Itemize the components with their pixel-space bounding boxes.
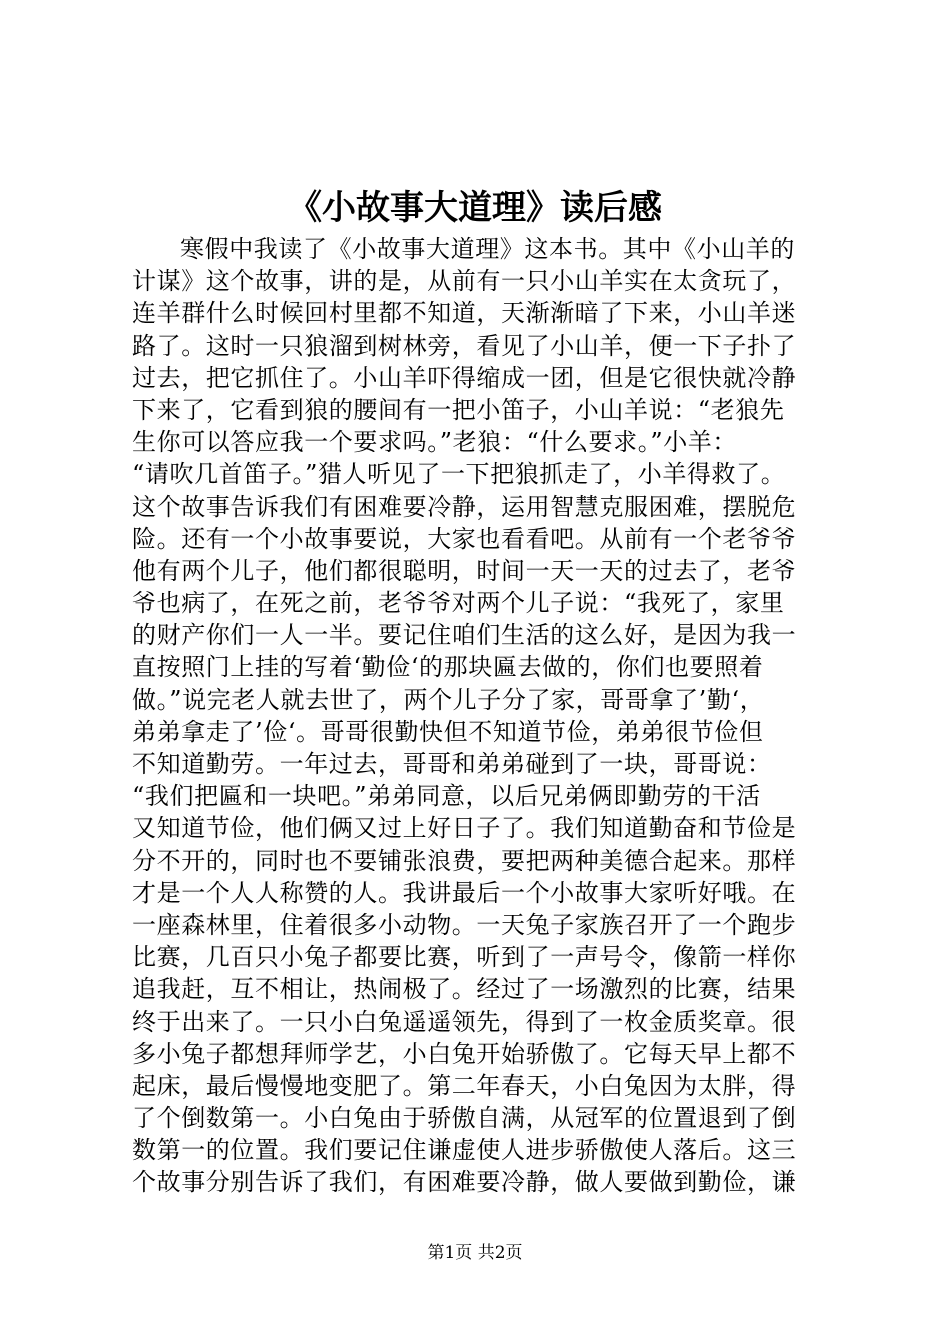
body-line: 弟弟拿走了’俭‘。哥哥很勤快但不知道节俭，弟弟很节俭但	[132, 717, 764, 746]
body-line: 过去，把它抓住了。小山羊吓得缩成一团，但是它很快就冷静	[132, 363, 797, 392]
body-line: “请吹几首笛子。”猎人听见了一下把狼抓走了，小羊得救了。	[132, 460, 786, 489]
body-line: 险。还有一个小故事要说，大家也看看吧。从前有一个老爷爷	[132, 524, 797, 553]
body-line: 他有两个儿子，他们都很聪明，时间一天一天的过去了，老爷	[132, 556, 797, 585]
body-text	[132, 233, 832, 1199]
body-line: 这个故事告诉我们有困难要冷静，运用智慧克服困难，摆脱危	[132, 492, 797, 521]
body-line: 下来了，它看到狼的腰间有一把小笛子，小山羊说：“老狼先	[132, 395, 785, 424]
body-line: 寒假中我读了《小故事大道理》这本书。其中《小山羊的	[180, 235, 795, 263]
body-line: 追我赶，互不相让，热闹极了。经过了一场激烈的比赛，结果	[132, 975, 797, 1004]
body-line: 爷也病了，在死之前，老爷爷对两个儿子说：“我死了，家里	[132, 589, 785, 618]
body-line: 路了。这时一只狼溜到树林旁，看见了小山羊，便一下子扑了	[132, 331, 797, 360]
body-line: 连羊群什么时候回村里都不知道，天渐渐暗了下来，小山羊迷	[132, 299, 797, 328]
body-line: 多小兔子都想拜师学艺，小白兔开始骄傲了。它每天早上都不	[132, 1039, 797, 1068]
body-line: “我们把匾和一块吧。”弟弟同意，以后兄弟俩即勤劳的干活	[132, 782, 761, 811]
page-footer: 第1页 共2页	[427, 1243, 523, 1263]
body-line: 个故事分别告诉了我们，有困难要冷静，做人要做到勤俭，谦	[132, 1168, 797, 1197]
body-line: 一座森林里，住着很多小动物。一天兔子家族召开了一个跑步	[132, 910, 797, 939]
body-line: 的财产你们一人一半。要记住咱们生活的这么好，是因为我一	[132, 621, 797, 650]
body-line: 起床，最后慢慢地变肥了。第二年春天，小白兔因为太胖，得	[132, 1071, 797, 1100]
document-title: 《小故事大道理》读后感	[288, 188, 662, 228]
body-line: 终于出来了。一只小白兔遥遥领先，得到了一枚金质奖章。很	[132, 1007, 797, 1036]
body-line: 了个倒数第一。小白兔由于骄傲自满，从冠军的位置退到了倒	[132, 1104, 797, 1133]
body-line: 分不开的，同时也不要铺张浪费，要把两种美德合起来。那样	[132, 846, 797, 875]
body-line: 比赛，几百只小兔子都要比赛，听到了一声号令，像箭一样你	[132, 943, 797, 972]
body-line: 生你可以答应我一个要求吗。”老狼：“什么要求。”小羊：	[132, 428, 738, 457]
body-line: 又知道节俭，他们俩又过上好日子了。我们知道勤奋和节俭是	[132, 814, 797, 843]
body-line: 不知道勤劳。一年过去，哥哥和弟弟碰到了一块，哥哥说：	[132, 750, 772, 778]
body-line: 做。”说完老人就去世了，两个儿子分了家，哥哥拿了’勤‘，	[132, 685, 765, 714]
body-line: 直按照门上挂的写着‘勤俭‘的那块匾去做的，你们也要照着	[132, 653, 764, 682]
body-line: 才是一个人人称赞的人。我讲最后一个小故事大家听好哦。在	[132, 878, 797, 907]
body-line: 数第一的位置。我们要记住谦虚使人进步骄傲使人落后。这三	[132, 1136, 797, 1165]
body-line: 计谋》这个故事，讲的是，从前有一只小山羊实在太贪玩了，	[132, 267, 797, 296]
